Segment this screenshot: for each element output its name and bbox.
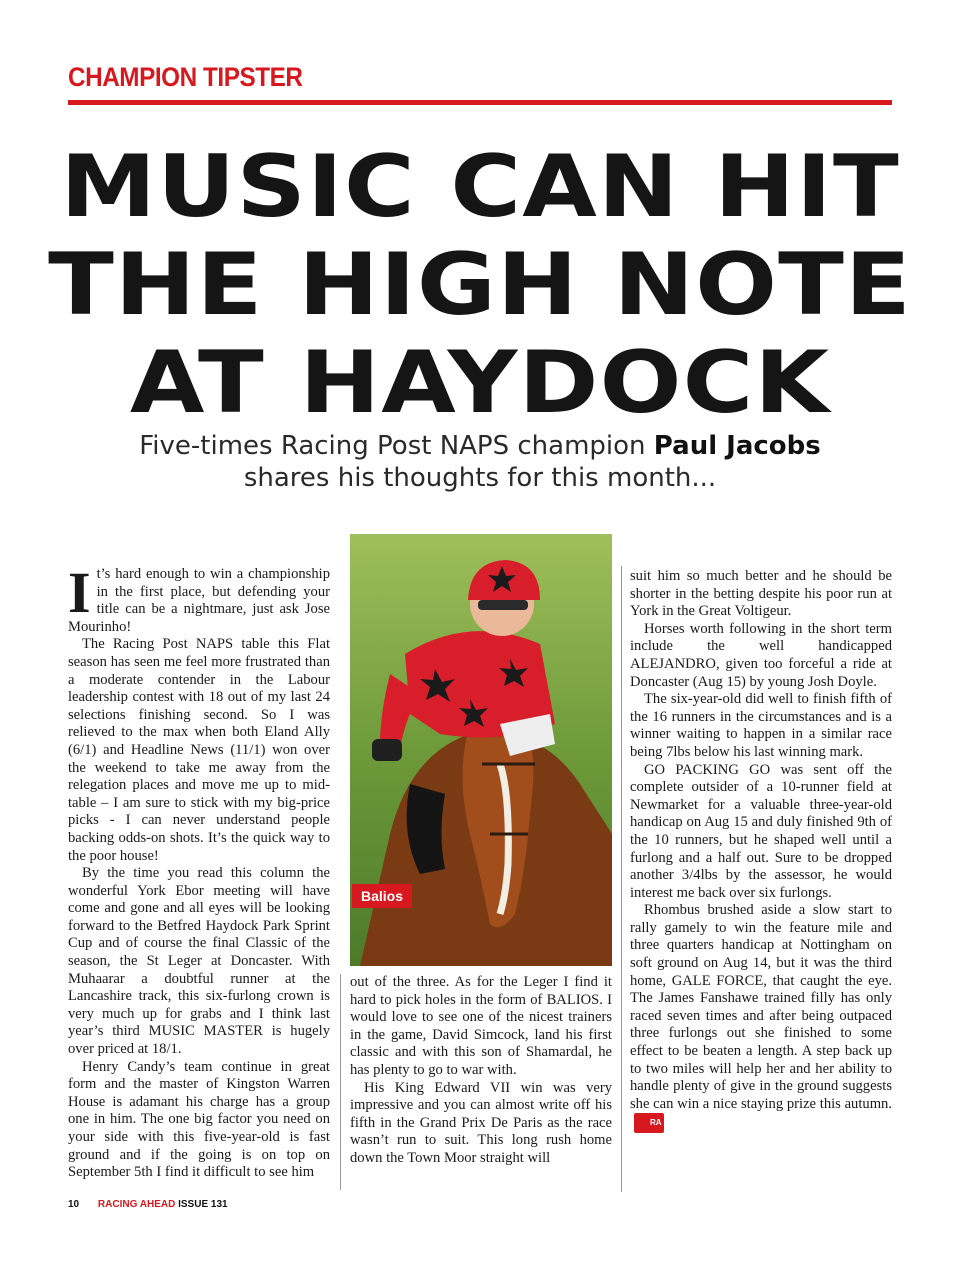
page-footer xyxy=(68,1199,228,1210)
page-number: 10 xyxy=(68,1199,80,1210)
article-paragraph xyxy=(68,560,330,636)
end-mark-icon: RA xyxy=(634,1113,664,1133)
article-paragraph: The Racing Post NAPS table this Flat season has seen me feel more frustrated than a moderate contender in the Labour leadership contest with 18 out of my last 24 selections finishing second. So I was relieved to the max when both Eland Ally (6/1) and Headline News (11/1) won over the weekend to take me away from the relegation places and move me up to mid-table – I am sure to stick with my big-price picks - I can never understand people backing odds-on shots. It’s the quick way to the poor house! xyxy=(68,636,330,864)
article-paragraph: out of the three. As for the Leger I find it hard to pick holes in the form of BALIOS. I would love to see one of the nicest trainers in the game, David Simcock, land his first classic and with this son of Shamardal, he has plenty to go to war with. xyxy=(350,974,612,1078)
article-paragraph: Horses worth following in the short term include the well handicapped ALEJANDRO, given too forceful a ride at Doncaster (Aug 15) by young Josh Doyle. xyxy=(630,620,892,690)
paragraph-text: Rhombus brushed aside a slow start to rally gamely to win the feature mile and three quarters handicap at Nottingham on soft ground on Aug 14, but it was the third home, GALE FORCE, that caught the eye. The James Fanshawe trained filly has only raced seven times and after being outpaced three furlongs out she finished to some effect to be beaten a length. A step back up to two miles will help her and her ability to handle plenty of give in the ground suggests she can win a nice staying prize this autumn. xyxy=(630,902,892,1112)
article-paragraph: By the time you read this column the wonderful York Ebor meeting will have come and gone and all eyes will be looking forward to the Betfred Haydock Park Sprint Cup and of course the final Classic of the season, the St Leger at Doncaster. With Muhaarar a doubtful runner at the Lancashire track, this six-furlong crown is very much up for grabs and I think last year’s third MUSIC MASTER is hugely over priced at 18/1. xyxy=(68,865,330,1058)
author-name: Paul Jacobs xyxy=(653,431,821,461)
article-column-1 xyxy=(68,560,330,1182)
section-label: CHAMPION TIPSTER xyxy=(68,62,303,92)
standfirst-suffix: shares his thoughts for this month... xyxy=(243,463,717,493)
article-paragraph: GO PACKING GO was sent off the complete outsider of a 10-runner field at Newmarket for a valuable three-year-old handicap on Aug 15 and duly finished 9th of the 10 runners, but he shaped well until a furlong and a half out. Sure to be dropped another 3/4lbs by the assessor, he would interest me back over six furlongs. xyxy=(630,761,892,901)
headline-line-1: MUSIC CAN HIT xyxy=(60,137,900,237)
issue-number: ISSUE 131 xyxy=(178,1199,228,1210)
article-paragraph: suit him so much better and he should be shorter in the betting despite his poor run at York in the Great Voltigeur. xyxy=(630,568,892,620)
paragraph-text: t’s hard enough to win a championship in the first place, but defending your title can be a nightmare, just ask Jose Mourinho! xyxy=(68,566,330,635)
article-paragraph: His King Edward VII win was very impressive and you can almost write off his fifth in the Grand Prix De Paris as the race wasn’t run to suit. This long rush home down the Town Moor straight will xyxy=(350,1079,612,1166)
drop-cap: I xyxy=(68,560,91,625)
headline-line-2: THE HIGH NOTE xyxy=(48,235,912,335)
section-rule xyxy=(68,100,892,105)
magazine-name: RACING AHEAD xyxy=(97,1199,176,1210)
photo-caption: Balios xyxy=(352,884,412,908)
headline-line-3: AT HAYDOCK xyxy=(129,333,831,433)
column-divider xyxy=(340,974,341,1190)
article-column-2 xyxy=(350,974,612,1168)
headline xyxy=(40,138,920,432)
article-paragraph: Henry Candy’s team continue in great form and the master of Kingston Warren House is adamant his charge has a group one in him. The one big factor you need on your side with this five-year-old is fast ground and if the going is on top on September 5th I find it difficult to see him xyxy=(68,1058,330,1181)
article-column-3 xyxy=(630,568,892,1133)
article-paragraph: The six-year-old did well to finish fifth of the 16 runners in the circumstances and is a winner waiting to happen in a similar race being 7lbs below his last winning mark. xyxy=(630,691,892,760)
standfirst-prefix: Five-times Racing Post NAPS champion xyxy=(139,431,646,461)
article-paragraph xyxy=(630,902,892,1133)
standfirst xyxy=(80,430,880,494)
column-divider xyxy=(621,566,622,1192)
